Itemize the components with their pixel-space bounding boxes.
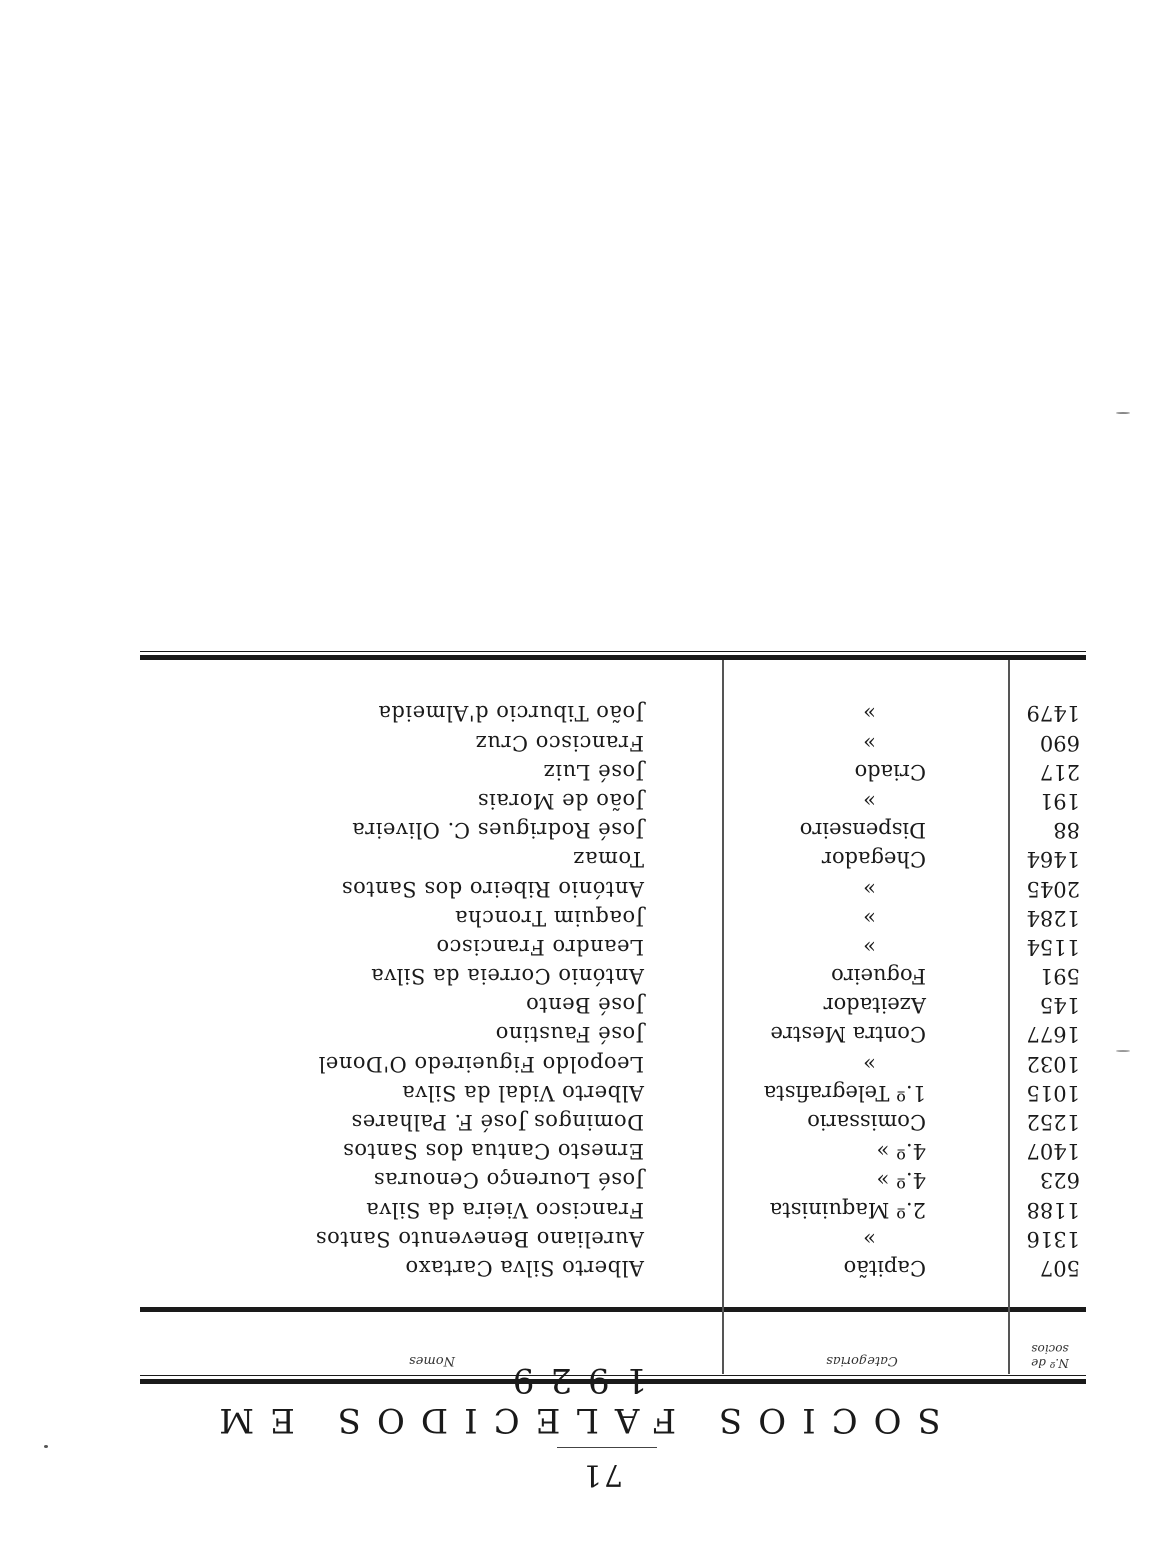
table-row — [140, 1019, 1086, 1048]
member-number: 145 — [1039, 993, 1080, 1018]
member-number: 1032 — [1026, 1051, 1080, 1076]
member-name: Alberto Silva Cartaxo — [405, 1256, 644, 1280]
table-row — [140, 873, 1086, 902]
member-category: » — [863, 934, 876, 959]
member-category: » — [863, 789, 876, 813]
member-name: Leopoldo Figueiredo O'Donel — [318, 1051, 644, 1076]
member-name: Francisco Vieira da Silva — [365, 1197, 644, 1222]
member-name: João Tiburcio d'Almeida — [377, 701, 644, 726]
table-row — [140, 1165, 1086, 1194]
member-name: Joaquim Troncha — [454, 905, 644, 930]
table-row — [140, 1049, 1086, 1078]
member-number: 623 — [1039, 1168, 1080, 1193]
table-row — [140, 1224, 1086, 1253]
member-number: 1252 — [1026, 1110, 1080, 1135]
scan-speck — [44, 1445, 48, 1448]
table-row — [140, 932, 1086, 961]
member-category: Fogueiro — [831, 964, 926, 989]
member-name: João de Morais — [477, 789, 644, 813]
table-row — [140, 698, 1086, 727]
member-name: José Rodrigues C. Oliveira — [351, 818, 644, 843]
member-category: » — [863, 1226, 876, 1251]
member-number: 88 — [1053, 818, 1080, 843]
table-top-rule-thin — [140, 1375, 1086, 1376]
member-name: Alberto Vidal da Silva — [401, 1080, 644, 1105]
column-header-name: Nomes — [409, 1353, 455, 1368]
member-category: » — [863, 876, 876, 901]
member-name: Domingos José F. Palhares — [351, 1110, 644, 1135]
member-category: » — [863, 905, 876, 930]
member-category: » — [863, 701, 876, 726]
member-number: 1677 — [1026, 1022, 1080, 1047]
member-number: 1015 — [1026, 1080, 1080, 1105]
table-bottom-rule-thin — [140, 651, 1086, 652]
table-row — [140, 990, 1086, 1019]
member-name: Ernesto Cantua dos Santos — [342, 1139, 644, 1164]
member-category: Capitão — [843, 1256, 926, 1280]
member-number: 591 — [1039, 964, 1080, 989]
member-category: Comissario — [807, 1110, 926, 1135]
table-row — [140, 1078, 1086, 1107]
member-number: 217 — [1039, 759, 1080, 784]
page-number: 71 — [580, 1457, 624, 1492]
member-number: 1464 — [1026, 847, 1080, 872]
members-table — [140, 698, 1086, 1282]
table-row — [140, 1107, 1086, 1136]
member-number: 1188 — [1026, 1197, 1080, 1222]
member-number: 1479 — [1026, 701, 1080, 726]
member-name: José Bento — [525, 993, 644, 1018]
member-number: 1284 — [1026, 905, 1080, 930]
table-row — [140, 1194, 1086, 1223]
member-name: Tomaz — [572, 847, 644, 872]
member-name: António Ribeiro dos Santos — [341, 876, 644, 901]
scan-speck — [1116, 1050, 1130, 1052]
page-number-rule — [557, 1447, 657, 1448]
member-number: 191 — [1039, 789, 1080, 813]
column-header-number: N.º de socios — [1031, 1342, 1069, 1370]
member-category: Criado — [854, 759, 926, 784]
column-header-category: Categorias — [826, 1353, 898, 1368]
table-top-rule — [140, 1379, 1086, 1384]
table-row — [140, 1253, 1086, 1282]
member-category: 4.º » — [876, 1139, 926, 1164]
table-row — [140, 757, 1086, 786]
member-category: Dispenseiro — [799, 818, 926, 843]
member-name: Aureliano Benevenuto Santos — [315, 1226, 644, 1251]
table-row — [140, 903, 1086, 932]
member-name: José Lourenço Cenouras — [373, 1168, 644, 1193]
table-bottom-rule — [140, 655, 1086, 660]
table-row — [140, 1136, 1086, 1165]
member-name: José Faustino — [495, 1022, 644, 1047]
table-row — [140, 961, 1086, 990]
scan-speck — [1116, 412, 1130, 414]
member-category: » — [863, 1051, 876, 1076]
member-number: 2045 — [1026, 876, 1080, 901]
table-row — [140, 844, 1086, 873]
member-category: 2.º Maquinista — [769, 1197, 926, 1222]
member-number: 1407 — [1026, 1139, 1080, 1164]
member-category: Chegador — [821, 847, 926, 872]
header-bottom-rule — [140, 1307, 1086, 1312]
table-row — [140, 815, 1086, 844]
member-category: 4.º » — [876, 1168, 926, 1193]
table-row — [140, 727, 1086, 756]
member-name: António Correia da Silva — [370, 964, 644, 989]
member-name: Leandro Francisco — [435, 934, 644, 959]
member-category: 1.º Telegrafista — [763, 1080, 926, 1105]
table-row — [140, 786, 1086, 815]
member-category: Contra Mestre — [770, 1022, 926, 1047]
member-number: 1154 — [1026, 934, 1080, 959]
page-title: SOCIOS FALECIDOS EM — [203, 1400, 941, 1440]
member-name: José Luiz — [543, 759, 644, 784]
member-name: Francisco Cruz — [475, 730, 644, 755]
member-number: 507 — [1039, 1256, 1080, 1280]
member-category: Azeitador — [823, 993, 926, 1018]
member-number: 690 — [1039, 730, 1080, 755]
member-number: 1316 — [1026, 1226, 1080, 1251]
member-category: » — [863, 730, 876, 755]
